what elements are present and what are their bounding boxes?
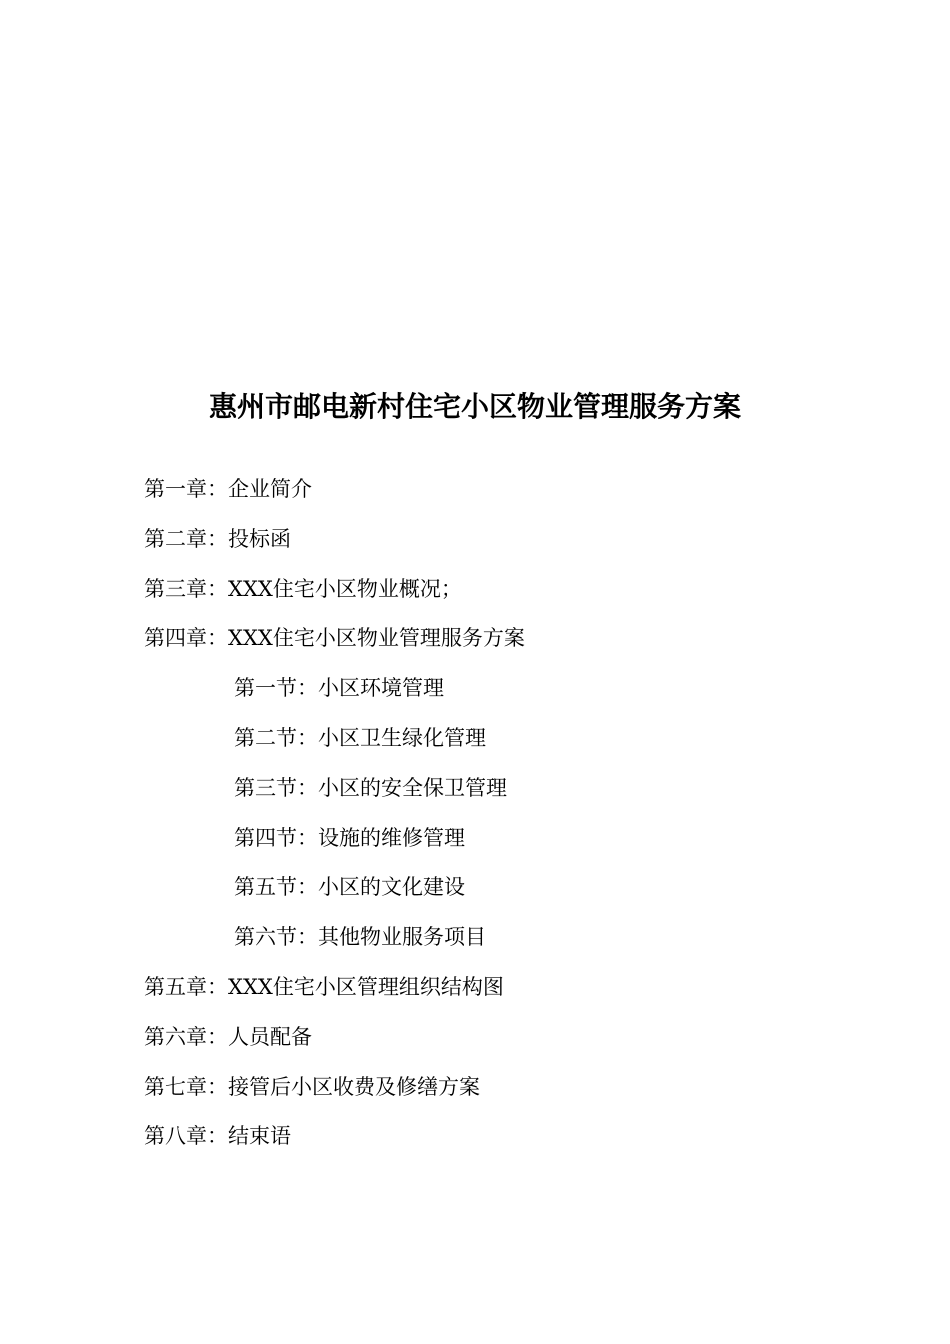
toc-chapter-2: 第二章：投标函 [144,526,291,551]
toc-chapter-4: 第四章：XXX住宅小区物业管理服务方案 [144,626,525,651]
toc-section-2: 第二节：小区卫生绿化管理 [234,725,486,750]
toc-section-1: 第一节：小区环境管理 [234,676,444,701]
document-title: 惠州市邮电新村住宅小区物业管理服务方案 [208,389,741,423]
toc-section-6: 第六节：其他物业服务项目 [234,925,486,950]
toc-section-4: 第四节：设施的维修管理 [234,825,465,850]
toc-section-3: 第三节：小区的安全保卫管理 [234,775,507,800]
toc-chapter-1: 第一章：企业简介 [144,477,312,501]
toc-chapter-7: 第七章：接管后小区收费及修缮方案 [144,1074,480,1099]
toc-section-5: 第五节：小区的文化建设 [234,875,465,900]
toc-chapter-5: 第五章：XXX住宅小区管理组织结构图 [144,974,504,999]
toc-chapter-6: 第六章：人员配备 [144,1024,312,1049]
toc-chapter-3: 第三章：XXX住宅小区物业概况； [144,576,462,601]
table-of-contents [144,472,904,1169]
toc-chapter-8: 第八章：结束语 [144,1124,291,1149]
